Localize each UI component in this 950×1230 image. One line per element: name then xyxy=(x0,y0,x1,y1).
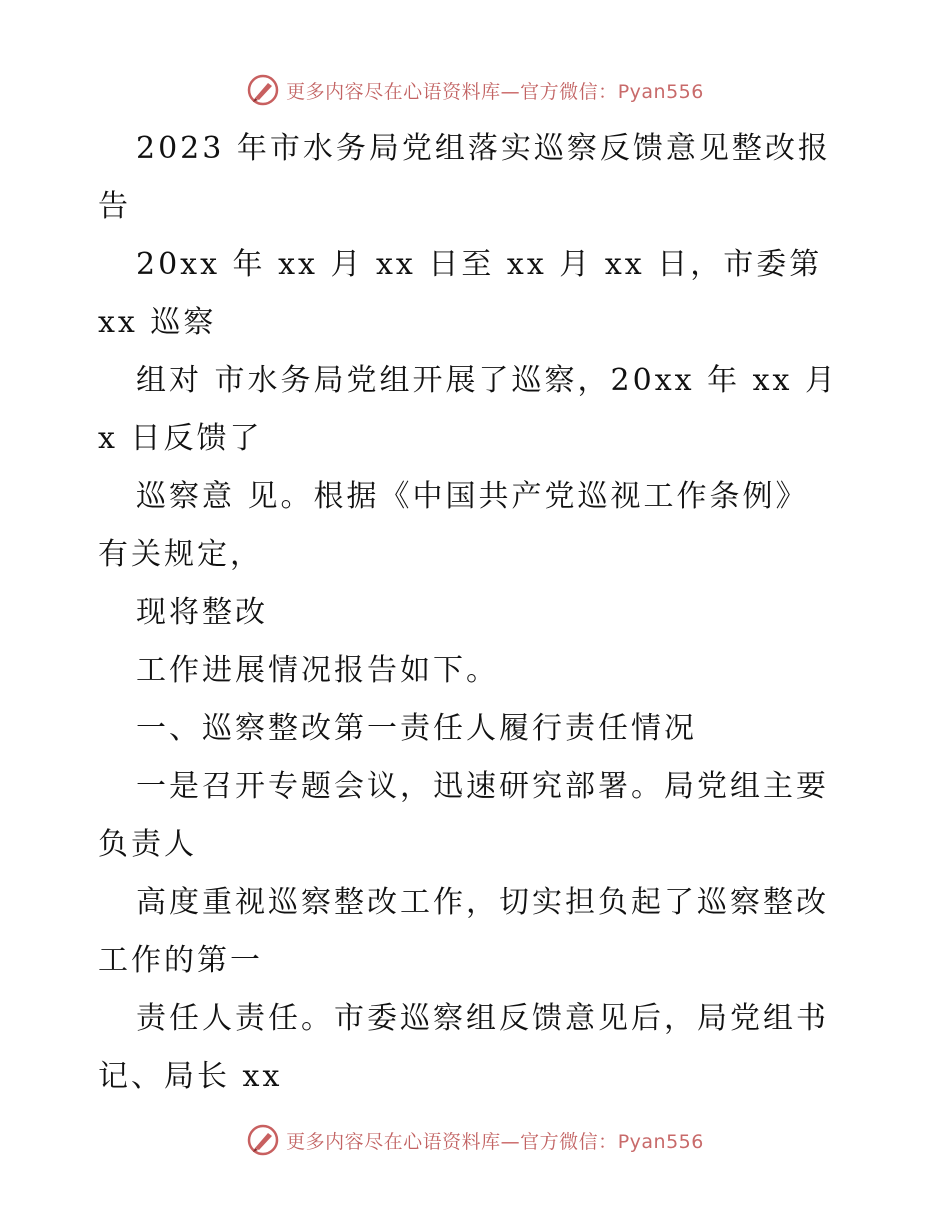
paragraph-line: 工作进展情况报告如下。 xyxy=(136,653,499,688)
paragraph-line: 负责人 xyxy=(98,827,197,862)
watermark-official: 官方微信： xyxy=(520,80,618,103)
watermark-dash: — xyxy=(500,80,521,103)
watermark-dash: — xyxy=(500,1130,521,1153)
watermark-account: Pyan556 xyxy=(617,80,704,103)
paragraph-line: 责任人责任。市委巡察组反馈意见后，局党组书 xyxy=(136,1001,829,1036)
footer-watermark xyxy=(0,1120,950,1160)
paragraph-line: 一是召开专题会议，迅速研究部署。局党组主要 xyxy=(136,769,829,804)
title-line-1: 2023 年市水务局党组落实巡察反馈意见整改报 xyxy=(136,131,831,166)
paragraph-line: 记、局长 xx xyxy=(98,1059,283,1094)
paragraph-line: 20xx 年 xx 月 xx 日至 xx 月 xx 日，市委第 xyxy=(136,247,823,282)
pen-logo-icon xyxy=(246,1123,280,1157)
paragraph-line: x 日反馈了 xyxy=(98,421,263,456)
section-heading: 一、巡察整改第一责任人履行责任情况 xyxy=(136,711,697,746)
watermark-official: 官方微信： xyxy=(520,1130,618,1153)
paragraph-line: 组对 市水务局党组开展了巡察，20xx 年 xx 月 xyxy=(136,363,838,398)
watermark-text: 更多内容尽在心语资料库 xyxy=(286,1130,501,1153)
paragraph-line: 工作的第一 xyxy=(98,943,263,978)
paragraph-line: 巡察意 见。根据《中国共产党巡视工作条例》 xyxy=(136,479,809,514)
paragraph-line: 有关规定， xyxy=(98,537,263,572)
paragraph-line: 现将整改 xyxy=(136,595,268,630)
pen-logo-icon xyxy=(246,73,280,107)
title-line-2: 告 xyxy=(98,189,131,224)
paragraph-line: xx 巡察 xyxy=(98,305,217,340)
paragraph-line: 高度重视巡察整改工作，切实担负起了巡察整改 xyxy=(136,885,829,920)
watermark-account: Pyan556 xyxy=(617,1130,704,1153)
watermark-text: 更多内容尽在心语资料库 xyxy=(286,80,501,103)
header-watermark xyxy=(0,70,950,110)
document-body xyxy=(98,120,858,1106)
